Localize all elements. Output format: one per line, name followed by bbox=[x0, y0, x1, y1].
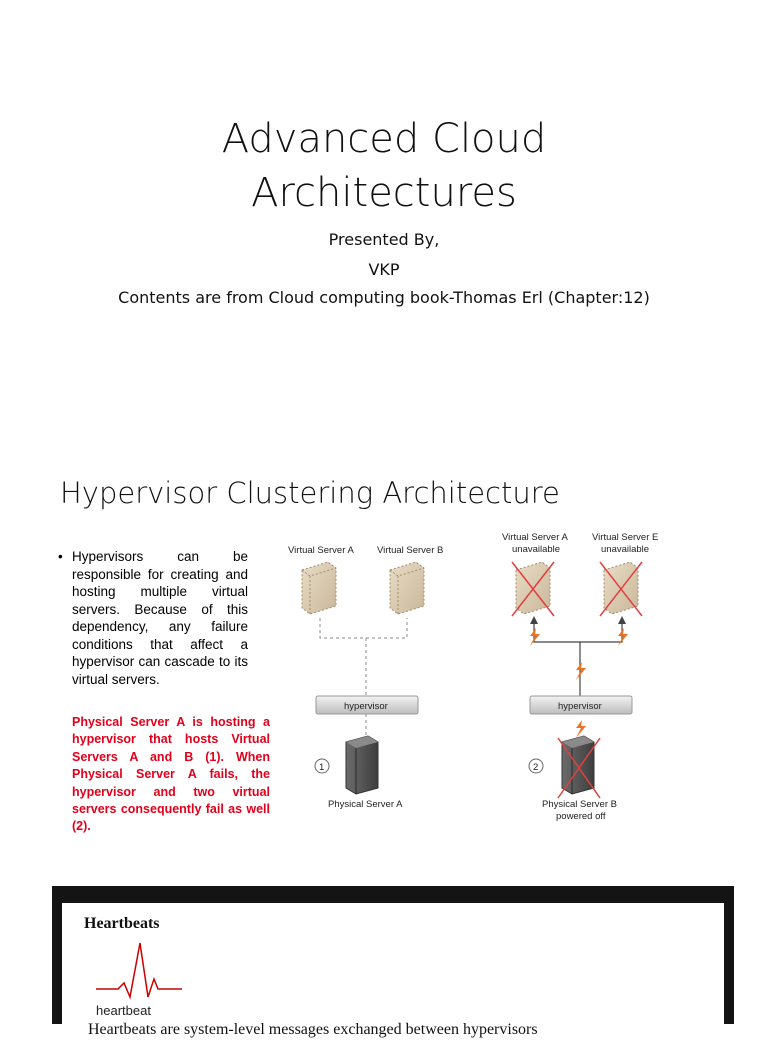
virtual-server-b-icon bbox=[390, 562, 424, 614]
vs-a-unavailable-label: Virtual Server A bbox=[502, 532, 568, 543]
physical-server-a-label: Physical Server A bbox=[328, 799, 403, 810]
source-note: Contents are from Cloud computing book-Thomas Erl (Chapter:12) bbox=[118, 288, 650, 307]
svg-text:2: 2 bbox=[533, 762, 539, 773]
bullet-icon: • bbox=[58, 549, 63, 564]
svg-text:unavailable: unavailable bbox=[512, 544, 561, 555]
heartbeats-slide bbox=[52, 886, 734, 1038]
bolt-icon bbox=[530, 628, 628, 738]
physical-server-a-icon bbox=[346, 736, 378, 794]
virtual-server-b-failed-icon bbox=[600, 562, 642, 616]
heartbeats-text: Heartbeats are system-level messages exchanged between hypervisors bbox=[88, 1021, 538, 1038]
bullet-point: • Hypervisors can be responsible for creating and hosting multiple virtual servers. Because of this dependency, any failure conditions that affect a hypervisor can cascade to its virtual servers. bbox=[58, 549, 248, 687]
vs-b-unavailable-label: Virtual Server E bbox=[592, 532, 659, 543]
presented-by: Presented By, bbox=[328, 230, 440, 249]
heartbeats-panel bbox=[62, 903, 724, 1043]
figure-caption: Physical Server A is hosting a hypervisor that hosts Virtual Servers A and B (1). When Physical Server A fails, the hypervisor and two virtual servers consequently fail as well (2). bbox=[72, 715, 270, 834]
hypervisor-diagram bbox=[280, 528, 670, 822]
step-1-icon bbox=[315, 759, 329, 773]
presenter: VKP bbox=[368, 260, 400, 279]
hypervisor-failed-icon bbox=[530, 696, 632, 714]
svg-text:hypervisor: hypervisor bbox=[344, 701, 388, 712]
svg-text:1: 1 bbox=[319, 762, 325, 773]
slide-title: Advanced Cloud Architectures bbox=[221, 116, 547, 216]
step-2-icon bbox=[529, 759, 543, 773]
slide-title: Hypervisor Clustering Architecture bbox=[60, 476, 560, 510]
section-heading: Heartbeats bbox=[84, 915, 160, 932]
physical-server-b-label: Physical Server B bbox=[542, 799, 617, 810]
physical-server-b-failed-icon bbox=[558, 736, 600, 798]
hypervisor-icon bbox=[316, 696, 418, 714]
vs-a-label: Virtual Server A bbox=[288, 545, 354, 556]
vs-b-label: Virtual Server B bbox=[377, 545, 444, 556]
svg-text:powered off: powered off bbox=[556, 811, 606, 822]
title-slide bbox=[0, 0, 768, 430]
heartbeat-icon bbox=[94, 939, 184, 1003]
hypervisor-slide bbox=[0, 430, 768, 870]
svg-text:hypervisor: hypervisor bbox=[558, 701, 602, 712]
virtual-server-a-failed-icon bbox=[512, 562, 554, 616]
heartbeat-label: heartbeat bbox=[96, 1003, 151, 1018]
svg-text:unavailable: unavailable bbox=[601, 544, 650, 555]
virtual-server-a-icon bbox=[302, 562, 336, 614]
